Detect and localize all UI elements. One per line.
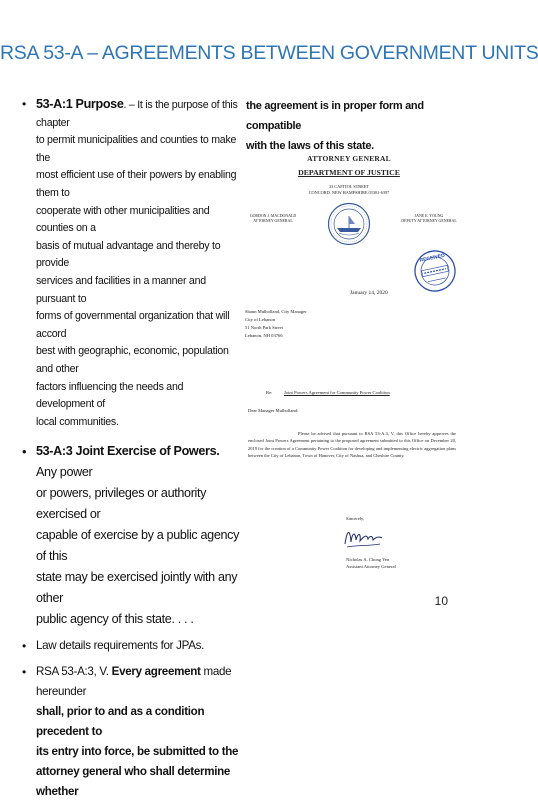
recipient-line: City of Lebanon — [245, 317, 276, 322]
submission-suffix: made hereunder — [36, 665, 232, 699]
purpose-line-8: factors influencing the needs and development of — [36, 380, 184, 411]
bullet-dot: • — [22, 97, 26, 111]
subject-label: Re: — [266, 390, 273, 395]
purpose-line-0: . – It is the purpose of this chapter — [36, 99, 238, 129]
signer-name: Nicholas A. Chong Yen — [346, 557, 390, 562]
submission-prefix: RSA 53-A:3, V. — [36, 665, 112, 679]
stamp-label: RECEIVED — [419, 252, 446, 264]
purpose-line-4: basis of mutual advantage and thereby to provide — [36, 239, 221, 270]
purpose-line-2: most efficient use of their powers by enabling them to — [36, 169, 237, 199]
received-stamp-icon — [412, 248, 458, 294]
recipient-line: Shaun Mulholland, City Manager — [245, 309, 307, 314]
joint-line-0: Any power — [36, 465, 93, 480]
salutation: Dear Manager Mulholland: — [248, 408, 299, 413]
signer-title: Assistant Attorney General — [346, 564, 396, 569]
joint-line-3: state may be exercised jointly with any other — [36, 570, 238, 606]
recipient-address — [245, 308, 365, 340]
bullet-dot: • — [22, 639, 26, 654]
bullet-dot: • — [22, 665, 26, 680]
continuation-line-0: the agreement is in proper form and compatible — [246, 100, 424, 132]
bullet-joint-exercise — [22, 441, 240, 630]
joint-exercise-heading: 53-A:3 Joint Exercise of Powers. — [36, 444, 220, 459]
recipient-line: Lebanon, NH 03766 — [245, 333, 283, 338]
purpose-line-6: forms of governmental organization that will accord — [36, 310, 230, 340]
submission-bold-line-2: attorney general who shall determine whether — [36, 765, 231, 799]
joint-line-2: capable of exercise by a public agency of this — [36, 528, 240, 564]
purpose-line-9: local communities. — [36, 415, 119, 428]
letterhead-right-title: DEPUTY ATTORNEY GENERAL — [401, 219, 457, 223]
slide-title: RSA 53-A – AGREEMENTS BETWEEN GOVERNMENT UNITS — [0, 42, 538, 64]
purpose-line-5: services and facilities in a manner and pursuant to — [36, 274, 206, 305]
subject-line — [266, 390, 390, 395]
joint-line-1: or powers, privileges or authority exercised or — [36, 486, 207, 522]
bullet-agreement-submission — [22, 662, 240, 802]
state-seal-icon — [327, 202, 371, 246]
letter-closing: Sincerely, — [346, 516, 365, 521]
continuation-text — [246, 96, 460, 156]
purpose-line-3: cooperate with other municipalities and counties on a — [36, 204, 210, 235]
letterhead-address-2: CONCORD, NEW HAMPSHIRE 03301-6397 — [308, 190, 390, 195]
submission-bold-line-0: shall, prior to and as a condition precedent to — [36, 705, 205, 739]
purpose-line-7: best with geographic, economic, population and other — [36, 345, 229, 375]
letterhead-address-1: 33 CAPITOL STREET — [328, 184, 370, 189]
letterhead-right-name: JANE E. YOUNG — [414, 214, 444, 218]
handwritten-signature — [342, 524, 384, 552]
letter-date: January 14, 2020 — [350, 290, 388, 296]
letterhead-department: DEPARTMENT OF JUSTICE — [298, 168, 400, 177]
recipient-line: 51 North Park Street — [245, 325, 283, 330]
purpose-line-1: to permit municipalities and counties to make the — [36, 134, 237, 164]
submission-bold-line-1: its entry into force, be submitted to the — [36, 745, 239, 759]
jpa-requirements-text: Law details requirements for JPAs. — [36, 639, 205, 653]
letterhead-left-name: GORDON J. MACDONALD — [249, 214, 297, 218]
letterhead-office: ATTORNEY GENERAL — [307, 154, 391, 163]
bullet-dot: • — [22, 444, 27, 460]
joint-line-4: public agency of this state. . . . — [36, 612, 194, 627]
subject-text: Joint Powers Agreement for Community Power Coalition — [284, 390, 390, 395]
submission-bold-phrase: Every agreement — [111, 665, 201, 679]
purpose-heading: 53-A:1 Purpose — [36, 97, 124, 111]
bullet-jpa-requirements — [22, 636, 240, 656]
approval-letter-image — [236, 150, 462, 610]
continuation-line-1: with the laws of this state. — [246, 140, 374, 152]
letterhead-left-title: ATTORNEY GENERAL — [253, 219, 293, 223]
page-number: 10 — [434, 594, 448, 608]
bullet-purpose — [22, 96, 240, 431]
left-column — [22, 96, 240, 802]
letter-body: Please be advised that pursuant to RSA 53-A:3, V, this Office hereby approves the enclosed Joint Powers Agreement pertaining to the proposed agreement submitted to this Office on December 20, 2019 for the creation of a Community Power Coalition for developing and implementing electric aggregation plans between the City of Lebanon, Town of Hanover, City of Nashua, and Cheshire County. — [248, 431, 456, 458]
